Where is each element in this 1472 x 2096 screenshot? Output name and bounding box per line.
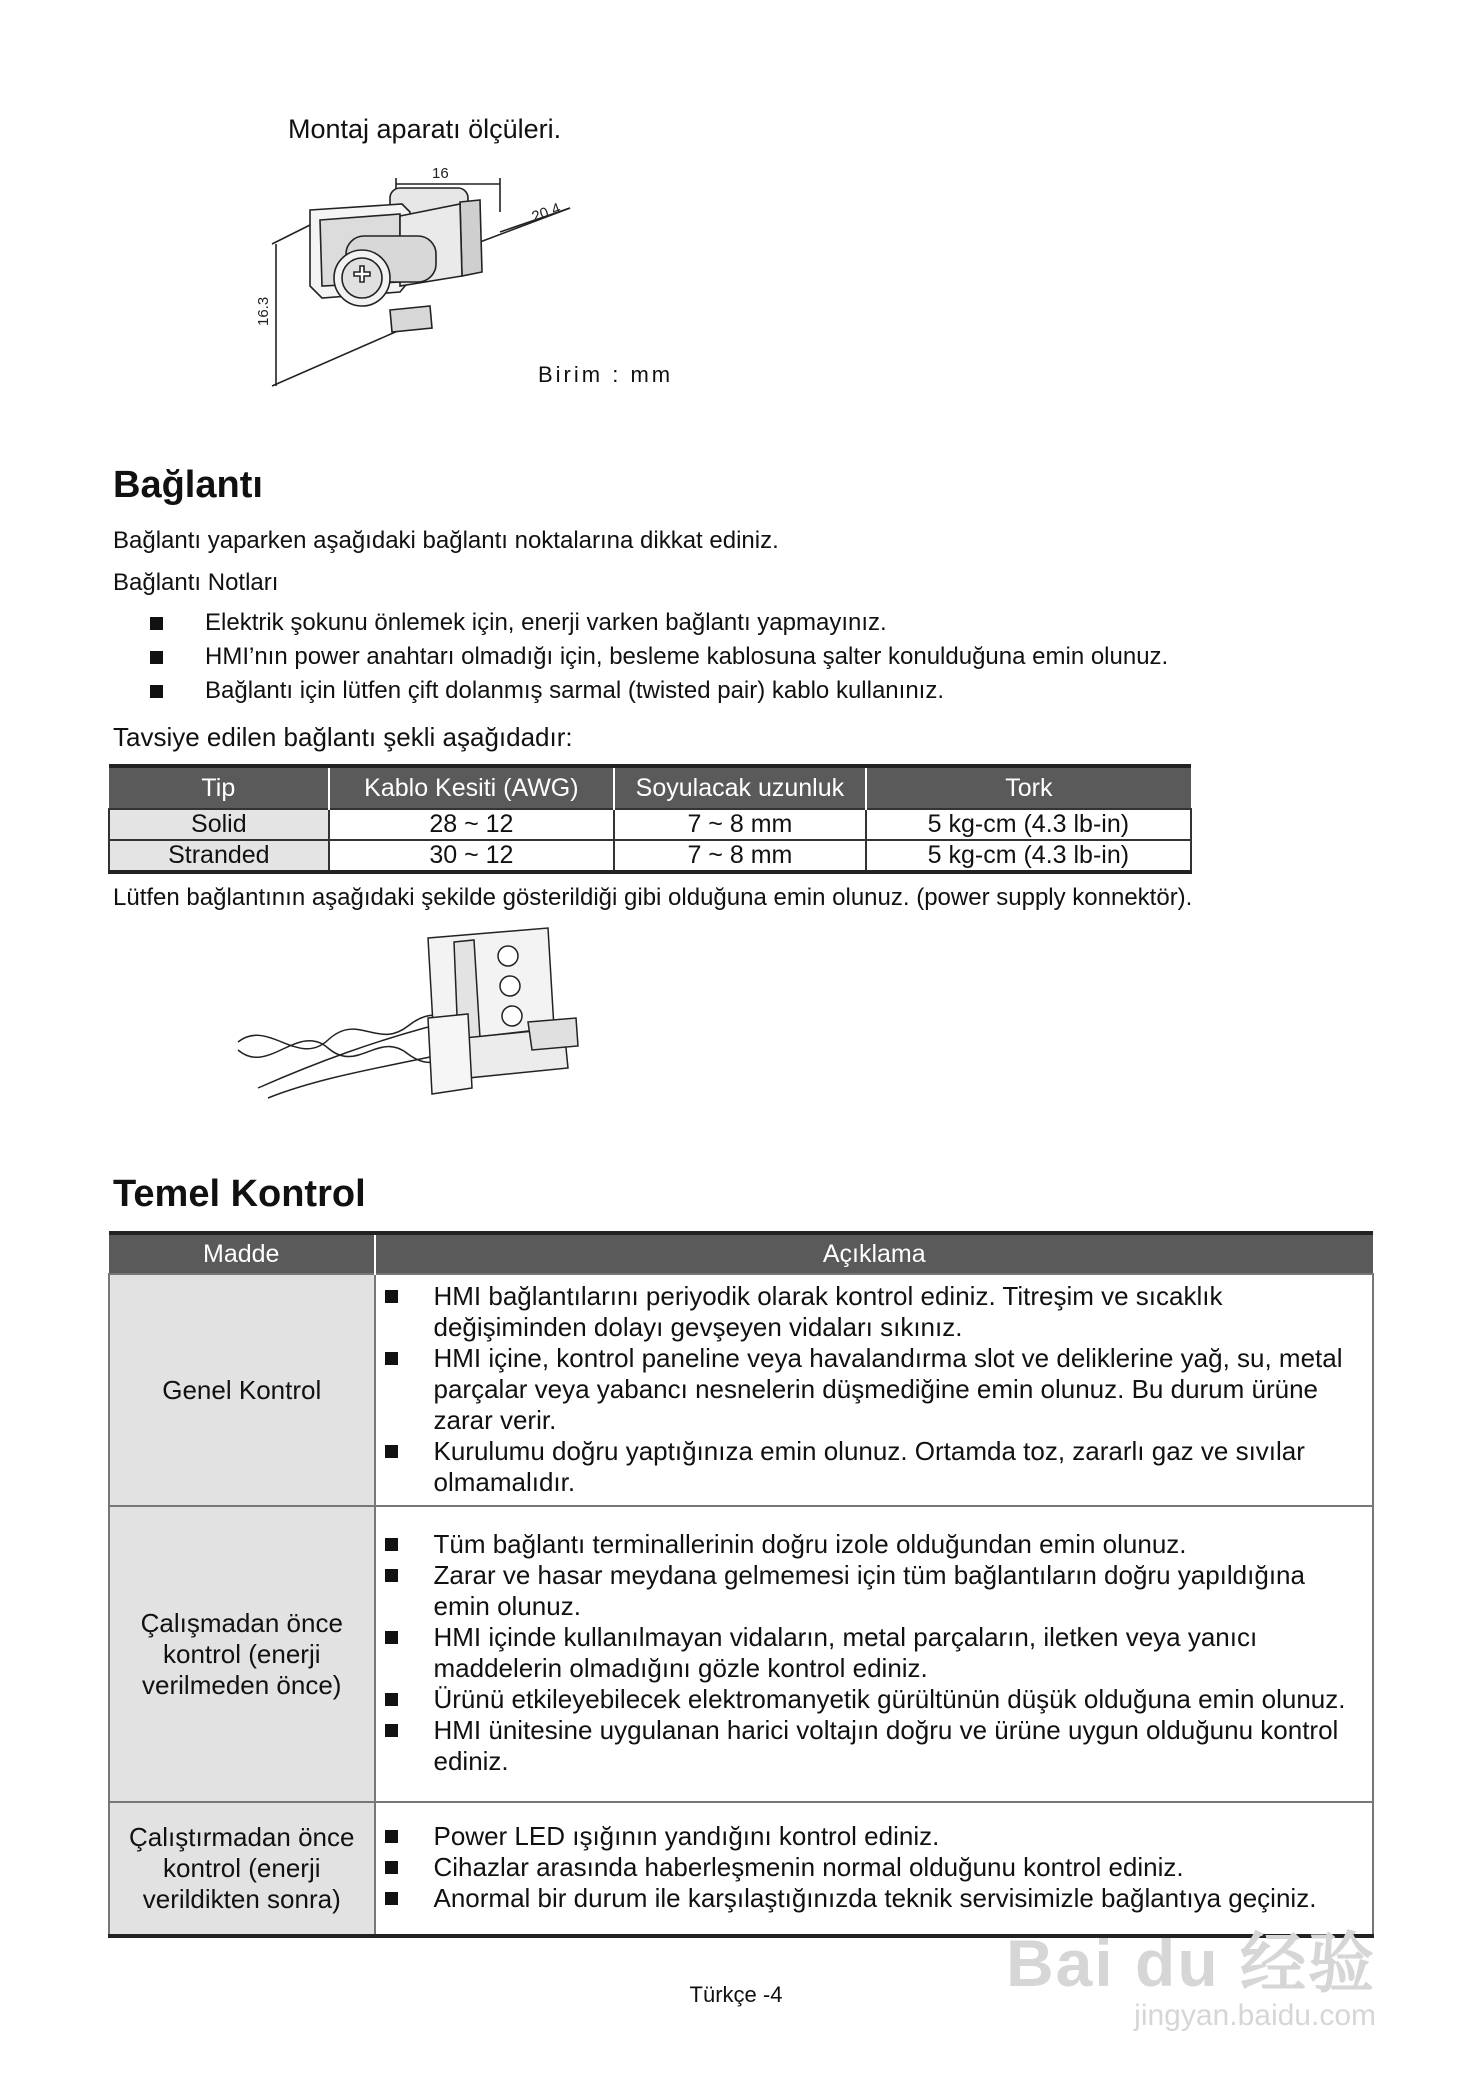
- list-item: HMI bağlantılarını periyodik olarak kontrol ediniz. Titreşim ve sıcaklık değişiminden dolayı gevşeyen vidaları sıkınız.: [376, 1281, 1373, 1343]
- table-cell: Solid: [109, 809, 329, 840]
- connector-illustration: [228, 918, 588, 1108]
- table-row: [109, 1274, 1373, 1506]
- table-cell: 5 kg-cm (4.3 lb-in): [866, 840, 1191, 872]
- row-description: [375, 1274, 1374, 1506]
- header-awg: Kablo Kesiti (AWG): [329, 766, 614, 809]
- dim-width-label: 16: [432, 165, 449, 182]
- watermark-brand: Bai du 经验: [1005, 1926, 1376, 2000]
- table-cell: 7 ~ 8 mm: [614, 840, 866, 872]
- row-item: Çalışmadan önce kontrol (enerji verilmeden önce): [109, 1506, 375, 1802]
- bullet-icon: [150, 685, 163, 698]
- connection-notes-list: [150, 606, 1168, 708]
- list-item: Zarar ve hasar meydana gelmemesi için tüm bağlantıların doğru yapıldığına emin olunuz.: [376, 1560, 1373, 1622]
- table-row: [109, 809, 1191, 840]
- connection-notes-label: Bağlantı Notları: [113, 569, 279, 596]
- header-strip-length: Soyulacak uzunluk: [614, 766, 866, 809]
- bullet-icon: [150, 651, 163, 664]
- bullet-icon: [385, 1290, 398, 1303]
- watermark: [1006, 1910, 1376, 2033]
- bracket-caption: Montaj aparatı ölçüleri.: [288, 114, 562, 144]
- list-item: Bağlantı için lütfen çift dolanmış sarmal (twisted pair) kablo kullanınız.: [150, 674, 1168, 708]
- table-cell: 30 ~ 12: [329, 840, 614, 872]
- list-item: Elektrik şokunu önlemek için, enerji varken bağlantı yapmayınız.: [150, 606, 1168, 640]
- basic-title: Temel Kontrol: [113, 1173, 366, 1215]
- bullet-icon: [385, 1861, 398, 1874]
- list-item: HMI’nın power anahtarı olmadığı için, besleme kablosuna şalter konulduğuna emin olunuz.: [150, 640, 1168, 674]
- row-description: [375, 1506, 1374, 1802]
- table-cell: 28 ~ 12: [329, 809, 614, 840]
- list-item: Power LED ışığının yandığını kontrol ediniz.: [376, 1821, 1373, 1852]
- bullet-icon: [385, 1892, 398, 1905]
- page-footer: Türkçe -4: [689, 1982, 783, 2007]
- table-row: [109, 840, 1191, 872]
- bullet-icon: [385, 1693, 398, 1706]
- unit-label: Birim : mm: [538, 362, 674, 387]
- list-item: HMI içine, kontrol paneline veya havalandırma slot ve deliklerine yağ, su, metal parçalar veya yabancı nesnelerin düşmediğine emin olunuz. Bu durum ürüne zarar verir.: [376, 1343, 1373, 1436]
- connector-note: Lütfen bağlantının aşağıdaki şekilde gösterildiği gibi olduğuna emin olunuz. (power supply konnektör).: [113, 884, 1193, 911]
- dim-depth-label: 20.4: [529, 199, 563, 226]
- row-item: Genel Kontrol: [109, 1274, 375, 1506]
- list-item: HMI ünitesine uygulanan harici voltajın doğru ve ürüne uygun olduğunu kontrol ediniz.: [376, 1715, 1373, 1777]
- recommend-text: Tavsiye edilen bağlantı şekli aşağıdadır:: [113, 722, 573, 752]
- list-item: Cihazlar arasında haberleşmenin normal olduğunu kontrol ediniz.: [376, 1852, 1373, 1883]
- table-header-row: [109, 766, 1191, 809]
- table-row: [109, 1506, 1373, 1802]
- bullet-icon: [385, 1352, 398, 1365]
- bullet-icon: [385, 1445, 398, 1458]
- list-item: Ürünü etkileyebilecek elektromanyetik gürültünün düşük olduğuna emin olunuz.: [376, 1684, 1373, 1715]
- bullet-icon: [150, 617, 163, 630]
- header-tip: Tip: [109, 766, 329, 809]
- list-item: Kurulumu doğru yaptığınıza emin olunuz. Ortamda toz, zararlı gaz ve sıvılar olmamalıdır.: [376, 1436, 1373, 1498]
- connection-intro: Bağlantı yaparken aşağıdaki bağlantı noktalarına dikkat ediniz.: [113, 527, 779, 554]
- bullet-icon: [385, 1631, 398, 1644]
- dim-height-label: 16.3: [255, 296, 272, 326]
- bullet-icon: [385, 1569, 398, 1582]
- inspection-table: [108, 1231, 1374, 1938]
- bullet-icon: [385, 1830, 398, 1843]
- bullet-icon: [385, 1724, 398, 1737]
- row-item: Çalıştırmadan önce kontrol (enerji verildikten sonra): [109, 1802, 375, 1936]
- watermark-url: jingyan.baidu.com: [1134, 1999, 1376, 2032]
- bullet-icon: [385, 1538, 398, 1551]
- table-cell: Stranded: [109, 840, 329, 872]
- header-torque: Tork: [866, 766, 1191, 809]
- table-cell: 5 kg-cm (4.3 lb-in): [866, 809, 1191, 840]
- table-cell: 7 ~ 8 mm: [614, 809, 866, 840]
- list-item: Anormal bir durum ile karşılaştığınızda teknik servisimizle bağlantıya geçiniz.: [376, 1883, 1373, 1914]
- list-item: Tüm bağlantı terminallerinin doğru izole olduğundan emin olunuz.: [376, 1529, 1373, 1560]
- list-item: HMI içinde kullanılmayan vidaların, metal parçaların, iletken veya yanıcı maddelerin olmadığını gözle kontrol ediniz.: [376, 1622, 1373, 1684]
- header-item: Madde: [109, 1233, 375, 1274]
- header-description: Açıklama: [375, 1233, 1374, 1274]
- wiring-table: [108, 764, 1192, 874]
- table-header-row: [109, 1233, 1373, 1274]
- connection-title: Bağlantı: [113, 464, 263, 506]
